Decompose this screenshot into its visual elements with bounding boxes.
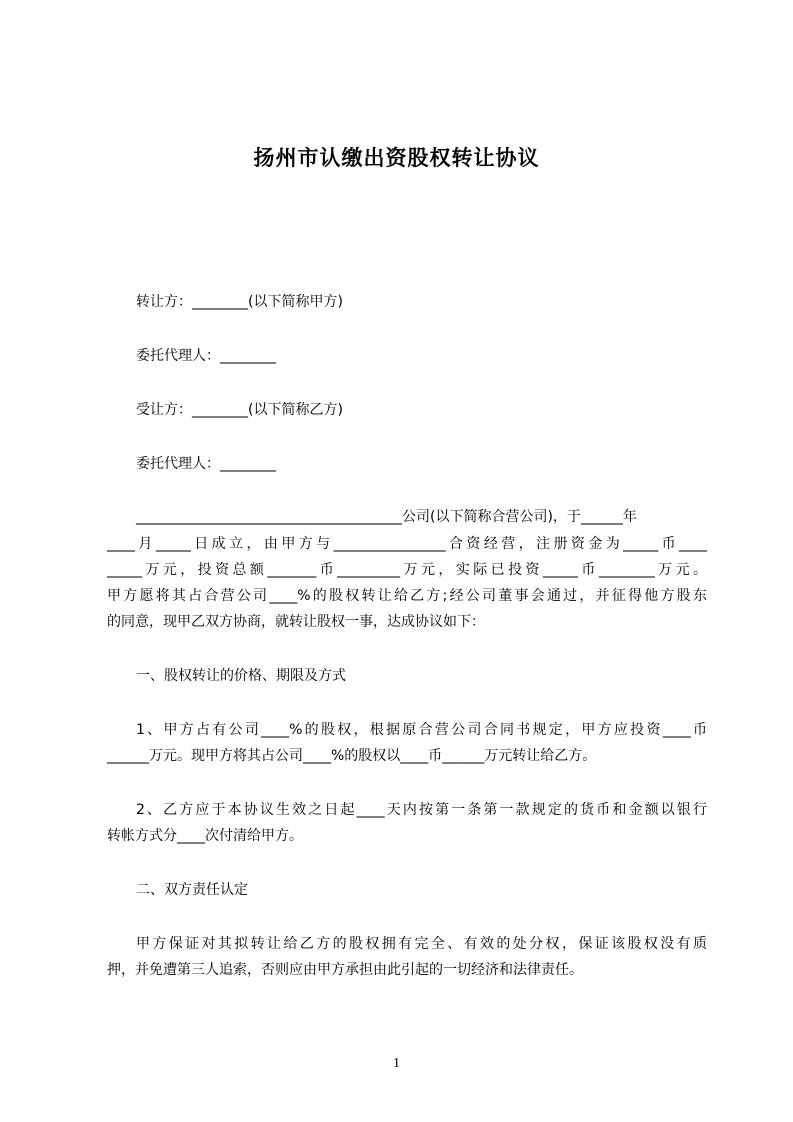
document-title: 扬州市认缴出资股权转让协议	[253, 146, 540, 170]
section2-para-line-2: 押，并免遭第三人追索，否则应由甲方承担由此引起的一切经济和法律责任。	[107, 962, 583, 978]
intro-line-4: 甲方愿将其占合营公司____%的股权转让给乙方;经公司董事会通过，并征得他方股东	[107, 588, 707, 604]
intro-line-3: _____万元，投资总额_______币_________万元，实际已投资_____币________万元。	[107, 562, 707, 578]
section2-heading: 二、双方责任认定	[136, 882, 248, 898]
section1-item1-line-1: 1、甲方占有公司____%的股权，根据原合营公司合同书规定，甲方应投资____币	[136, 722, 707, 738]
transferor-line: 转让方：________(以下简称甲方)	[136, 294, 343, 310]
transferee-agent-line: 委托代理人：________	[136, 456, 276, 472]
section1-item1-line-2: ______万元。现甲方将其占公司____%的股权以____币______万元转让给乙方。	[107, 748, 597, 764]
intro-line-2: ____月_____日成立，由甲方与________________合资经营，注册资金为_____币____	[107, 536, 707, 552]
section1-heading: 一、股权转让的价格、期限及方式	[136, 668, 346, 684]
transferee-line: 受让方：________(以下简称乙方)	[136, 402, 343, 418]
intro-line-5: 的同意，现甲乙双方协商，就转让股权一事，达成协议如下：	[107, 614, 485, 630]
section1-item2-line-1: 2、乙方应于本协议生效之日起____天内按第一条第一款规定的货币和金额以银行	[136, 802, 707, 818]
section2-para-line-1: 甲方保证对其拟转让给乙方的股权拥有完全、有效的处分权，保证该股权没有质	[136, 936, 707, 952]
intro-line-1: ______________________________________公司(以下简称合营公司)，于______年	[136, 509, 637, 525]
section1-item2-line-2: 转帐方式分____次付清给甲方。	[107, 828, 303, 844]
page-number: 1	[393, 1056, 400, 1071]
transferor-agent-line: 委托代理人：________	[136, 348, 276, 364]
